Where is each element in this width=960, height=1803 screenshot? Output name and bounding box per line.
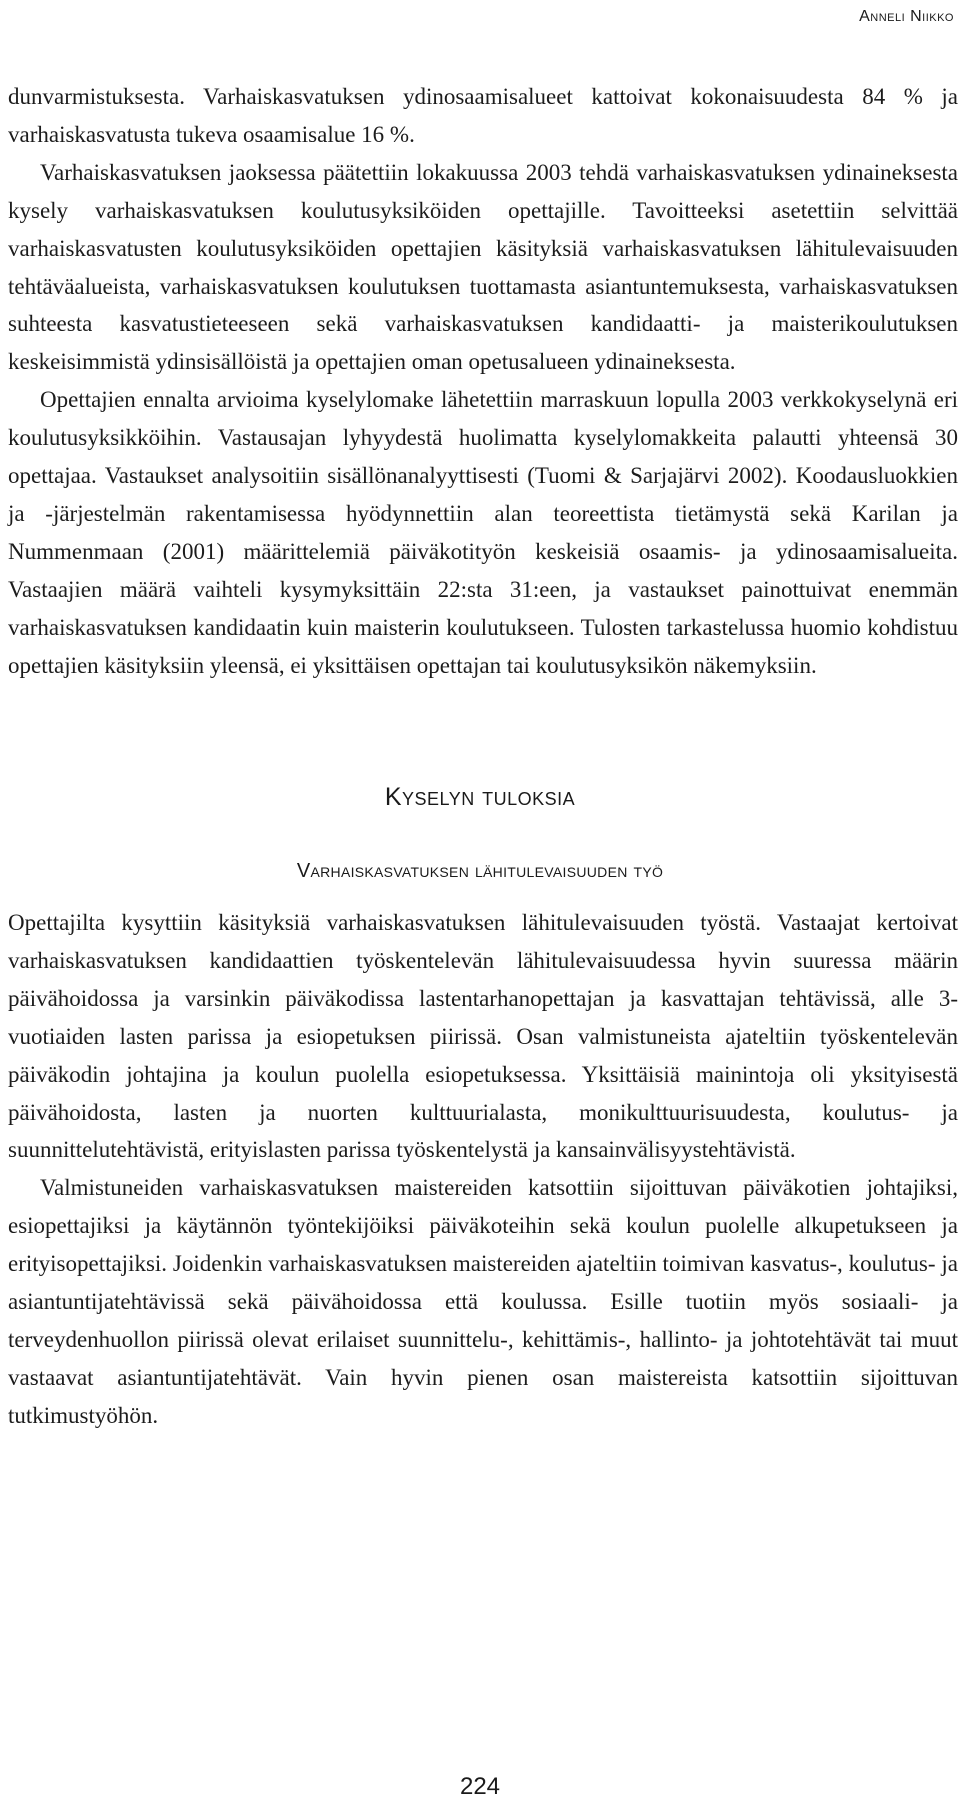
paragraph: Opettajien ennalta arvioima kyselylomake lähetettiin marraskuun lopulla 2003 verkkokyselynä eri koulutusyksikköihin. Vastausajan lyhyydestä huolimatta kyselylomakkeita palautti yhteensä 30 opettajaa. Vastaukset analysoitiin sisällönanalyyttisesti (Tuomi & Sarjajärvi 2002). Koodausluokkien ja -järjestelmän rakentamisessa hyödynnettiin alan teoreettista tietämystä sekä Karilan ja Nummenmaan (2001) määrittelemiä päiväkotityön keskeisiä osaamis- ja ydinosaamisalueita. Vastaajien määrä vaihteli kysymyksittäin 22:sta 31:een, ja vastaukset painottuivat enemmän varhaiskasvatuksen kandidaatin kuin maisterin koulutukseen. Tulosten tarkastelussa huomio kohdistuu opettajien käsityksiin yleensä, ei yksittäisen opettajan tai koulutusyksikön näkemyksiin. xyxy=(8,387,958,678)
subsection-heading: Varhaiskasvatuksen lähitulevaisuuden työ xyxy=(296,860,664,882)
section-heading: Kyselyn tuloksia xyxy=(384,783,576,811)
paragraph: Opettajilta kysyttiin käsityksiä varhaiskasvatuksen lähitulevaisuuden työstä. Vastaajat kertoivat varhaiskasvatuksen kandidaattien työskentelevän lähitulevaisuudessa hyvin suuressa määrin päivähoidossa ja varsinkin päiväkodissa lastentarhanopettajan ja kasvattajan tehtävissä, alle 3-vuotiaiden lasten parissa ja esiopetuksen piirissä. Osan valmistuneista ajateltiin työskentelevän päiväkodin johtajina ja koulun puolella esiopetuksessa. Yksittäisiä mainintoja oli yksityisestä päivähoidosta, lasten ja nuorten kulttuurialasta, monikulttuurisuudesta, koulutus- ja suunnittelutehtävistä, erityislasten parissa työskentelystä ja kansainvälisyystehtävistä. xyxy=(8,910,958,1163)
results-text-block xyxy=(8,904,958,1435)
running-header: Anneli Niikko xyxy=(859,8,954,25)
paragraph: Varhaiskasvatuksen jaoksessa päätettiin lokakuussa 2003 tehdä varhaiskasvatuksen ydinaineksesta kysely varhaiskasvatuksen koulutusyksiköiden opettajille. Tavoitteeksi asetettiin selvittää varhaiskasvatusten koulutusyksiköiden opettajien käsityksiä varhaiskasvatuksen lähitulevaisuuden tehtäväalueista, varhaiskasvatuksen koulutuksen tuottamasta asiantuntemuksesta, varhaiskasvatuksen suhteesta kasvatustieteeseen sekä varhaiskasvatuksen kandidaatti- ja maisterikoulutuksen keskeisimmistä ydinsisällöistä ja opettajien oman opetusalueen ydinaineksesta. xyxy=(8,159,958,375)
paragraph: Valmistuneiden varhaiskasvatuksen maistereiden katsottiin sijoittuvan päiväkotien johtajiksi, esiopettajiksi ja käytännön työntekijöiksi päiväkoteihin sekä koulun puolelle alkupetukseen ja erityisopettajiksi. Joidenkin varhaiskasvatuksen maistereiden ajateltiin toimivan kasvatus-, koulutus- ja asiantuntijatehtävissä sekä päivähoidossa että koulussa. Esille tuotiin myös sosiaali- ja terveydenhuollon piirissä olevat erilaiset suunnittelu-, kehittämis-, hallinto- ja johtotehtävät tai muut vastaavat asiantuntijatehtävät. Vain hyvin pienen osan maistereista katsottiin sijoittuvan tutkimustyöhön. xyxy=(8,1175,958,1428)
intro-text-block xyxy=(8,78,958,685)
paragraph: dunvarmistuksesta. Varhaiskasvatuksen ydinosaamisalueet kattoivat kokonaisuudesta 84 % ja varhaiskasvatusta tukeva osaamisalue 16 %. xyxy=(8,84,958,147)
page-number: 224 xyxy=(459,1773,501,1800)
